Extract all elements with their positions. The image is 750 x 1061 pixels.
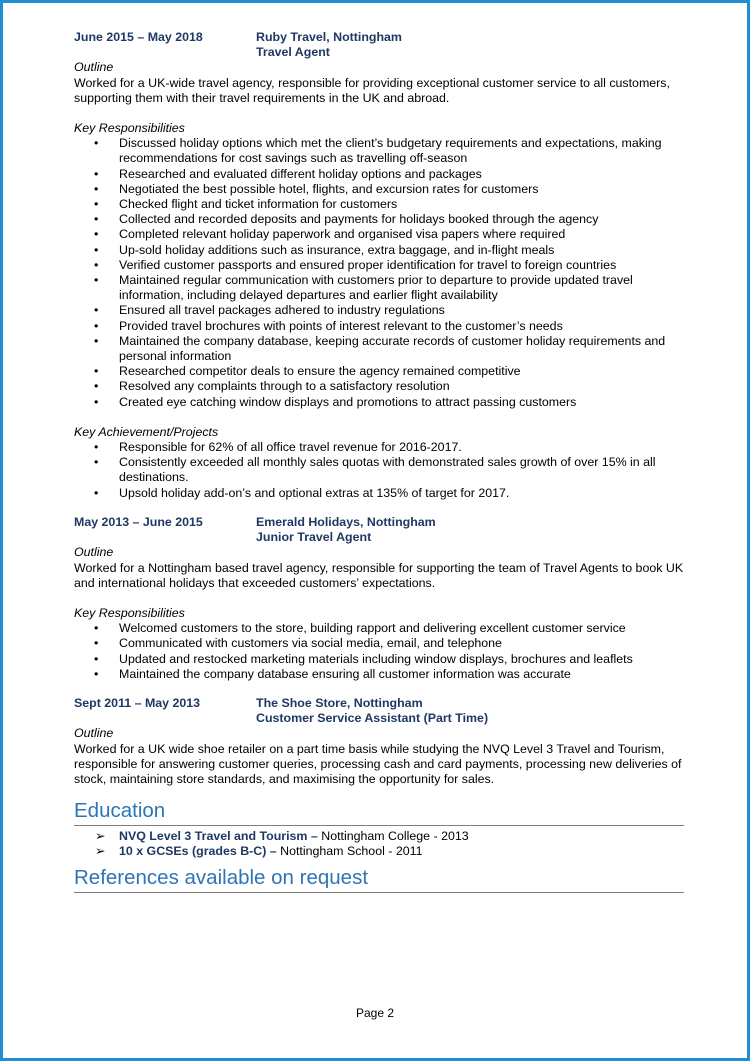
list-item: • Researched competitor deals to ensure the agency remained competitive <box>74 364 684 379</box>
education-list <box>74 829 684 859</box>
job-outline: Worked for a Nottingham based travel agency, responsible for supporting the team of Travel Agents to book UK and international holidays that exceeded customers’ expectations. <box>74 560 684 590</box>
list-item: • Verified customer passports and ensured proper identification for travel to foreign countries <box>74 258 684 273</box>
list-item: • Maintained regular communication with customers prior to departure to provide updated travel information, including delayed departures and earlier flight availability <box>74 273 684 303</box>
job-company: Emerald Holidays, Nottingham <box>256 514 436 529</box>
list-item: • Consistently exceeded all monthly sales quotas with demonstrated sales growth of over 15% in all destinations. <box>74 455 684 485</box>
list-item: • Welcomed customers to the store, building rapport and delivering excellent customer service <box>74 621 684 636</box>
outline-label: Outline <box>74 60 114 75</box>
list-item: • Maintained the company database, keeping accurate records of customer holiday requirements and personal information <box>74 334 684 364</box>
job-title: Travel Agent <box>256 45 330 60</box>
job-outline: Worked for a UK wide shoe retailer on a part time basis while studying the NVQ Level 3 Travel and Tourism, responsible for answering customer queries, processing cash and card payments, processing new deliveries of stock, maintaining store standards, and maximising the opportunity for sales. <box>74 741 682 786</box>
arrow-bullet-icon: ➢ <box>95 844 106 859</box>
list-item: • Updated and restocked marketing materials including window displays, brochures and leaflets <box>74 652 684 667</box>
education-qualification: NVQ Level 3 Travel and Tourism – <box>119 829 318 844</box>
list-item: • Discussed holiday options which met the client’s budgetary requirements and expectations, making recommendations for cost savings such as travelling off-season <box>74 136 684 166</box>
arrow-bullet-icon: ➢ <box>95 829 106 844</box>
job-title: Customer Service Assistant (Part Time) <box>256 711 489 726</box>
list-item: • Resolved any complaints through to a satisfactory resolution <box>74 379 684 394</box>
list-item: • Provided travel brochures with points of interest relevant to the customer’s needs <box>74 319 684 334</box>
achievements-label: Key Achievement/Projects <box>74 424 219 439</box>
job-header <box>74 515 684 545</box>
list-item: • Created eye catching window displays and promotions to attract passing customers <box>74 395 684 410</box>
references-heading: References available on request <box>74 866 684 893</box>
job-company: The Shoe Store, Nottingham <box>256 695 423 710</box>
education-institution: Nottingham School - 2011 <box>276 844 423 859</box>
list-item: • Communicated with customers via social media, email, and telephone <box>74 636 684 651</box>
education-qualification: 10 x GCSEs (grades B-C) – <box>119 844 277 859</box>
list-item: • Collected and recorded deposits and payments for holidays booked through the agency <box>74 212 684 227</box>
job-entry <box>74 30 684 501</box>
list-item: • Up-sold holiday additions such as insurance, extra baggage, and in-flight meals <box>74 243 684 258</box>
responsibilities-label: Key Responsibilities <box>74 121 185 136</box>
list-item: • Maintained the company database ensuring all customer information was accurate <box>74 667 684 682</box>
education-institution: Nottingham College - 2013 <box>317 829 469 844</box>
job-date: May 2013 – June 2015 <box>74 514 203 529</box>
page-number: Page 2 <box>355 1006 395 1020</box>
job-header <box>74 30 684 60</box>
achievements-list <box>74 440 684 501</box>
job-title: Junior Travel Agent <box>256 530 372 545</box>
job-outline: Worked for a UK-wide travel agency, responsible for providing exceptional customer service to all customers, supporting them with their travel requirements in the UK and abroad. <box>74 75 670 105</box>
education-heading: Education <box>74 799 684 826</box>
education-item <box>74 844 684 859</box>
job-entry <box>74 515 684 682</box>
job-company: Ruby Travel, Nottingham <box>256 30 402 44</box>
list-item: • Negotiated the best possible hotel, flights, and excursion rates for customers <box>74 182 684 197</box>
responsibilities-label: Key Responsibilities <box>74 605 185 620</box>
cv-content <box>74 30 684 893</box>
job-date: Sept 2011 – May 2013 <box>74 695 201 710</box>
outline-label: Outline <box>74 726 114 741</box>
list-item: • Responsible for 62% of all office travel revenue for 2016-2017. <box>74 440 684 455</box>
education-item <box>74 829 684 844</box>
job-header <box>74 696 684 726</box>
outline-label: Outline <box>74 545 114 560</box>
responsibilities-list <box>74 136 684 410</box>
job-date: June 2015 – May 2018 <box>74 30 203 44</box>
list-item: • Completed relevant holiday paperwork and organised visa papers where required <box>74 227 684 242</box>
list-item: • Ensured all travel packages adhered to industry regulations <box>74 303 684 318</box>
list-item: • Checked flight and ticket information for customers <box>74 197 684 212</box>
list-item: • Researched and evaluated different holiday options and packages <box>74 167 684 182</box>
job-entry <box>74 696 684 787</box>
responsibilities-list <box>74 621 684 682</box>
list-item: • Upsold holiday add-on’s and optional extras at 135% of target for 2017. <box>74 486 684 501</box>
